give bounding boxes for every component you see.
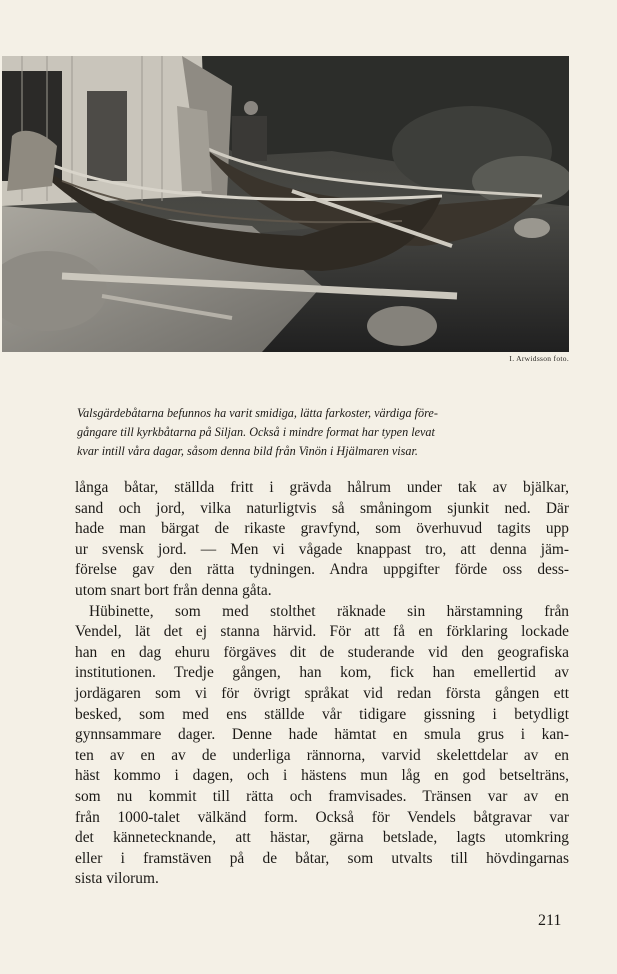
body-line: långa båtar, ställda fritt i grävda hålrum under tak av bjälkar,: [75, 479, 569, 496]
photo-caption: [77, 404, 551, 461]
caption-line: gångare till kyrkbåtarna på Siljan. Också i mindre format har typen levat: [77, 425, 435, 439]
page-number: 211: [538, 912, 562, 929]
body-line: ten av en av de underliga rännorna, varvid skelettdelar av en: [75, 746, 569, 764]
body-line: häst kommo i dagen, och i hästens mun låg en god betselträns,: [75, 767, 569, 785]
body-line: eller i framstäven på de båtar, som utvalts till hövdingarnas: [75, 849, 569, 867]
body-line: som nu kommit till rätta och framvisades. Tränsen var av en: [75, 787, 569, 805]
body-line: besked, som med ens ställde vår tidigare gissning i betydligt: [75, 705, 569, 723]
body-line: ur svensk jord. — Men vi vågade knappast tro, att denna jäm-: [75, 540, 569, 558]
body-line: förelse gav den rätta tydningen. Andra uppgifter förde oss dess-: [75, 561, 569, 579]
body-line: sista vilorum.: [75, 870, 159, 888]
boats-photograph: [2, 56, 569, 352]
body-line: det kännetecknande, att hästar, gärna betslade, lagts utomkring: [75, 829, 569, 847]
body-line: jordägaren som vi för övrigt språkat vid redan första gången ett: [75, 684, 569, 702]
caption-line: Valsgärdebåtarna befunnos ha varit smidiga, lätta farkoster, värdiga före-: [77, 406, 438, 420]
body-line: hade man bärgat de rikaste gravfynd, som överhuvud tagits upp: [75, 520, 569, 538]
body-line: från 1000-talet välkänd form. Också för Vendels båtgravar var: [75, 808, 569, 826]
body-line: Vendel, lät det ej stanna härvid. För att få en förklaring lockade: [75, 623, 569, 641]
body-line: gynnsammare dager. Denne hade hämtat en smula grus i kan-: [75, 726, 569, 744]
caption-line: kvar intill våra dagar, såsom denna bild från Vinön i Hjälmaren visar.: [77, 444, 418, 458]
body-text: [75, 478, 569, 890]
boats-photo-image: [2, 56, 569, 352]
body-line: institutionen. Tredje gången, han kom, fick han emellertid av: [75, 664, 569, 682]
body-line: han en dag ehuru förgäves dit de studerande vid den geografiska: [75, 643, 569, 661]
body-line: Hübinette, som med stolthet räknade sin härstamning från: [89, 602, 569, 620]
photo-credit: I. Arwidsson foto.: [509, 354, 569, 363]
body-line: utom snart bort från denna gåta.: [75, 581, 272, 599]
body-line: sand och jord, vilka naturligtvis så småningom sjunkit ned. Där: [75, 499, 569, 517]
